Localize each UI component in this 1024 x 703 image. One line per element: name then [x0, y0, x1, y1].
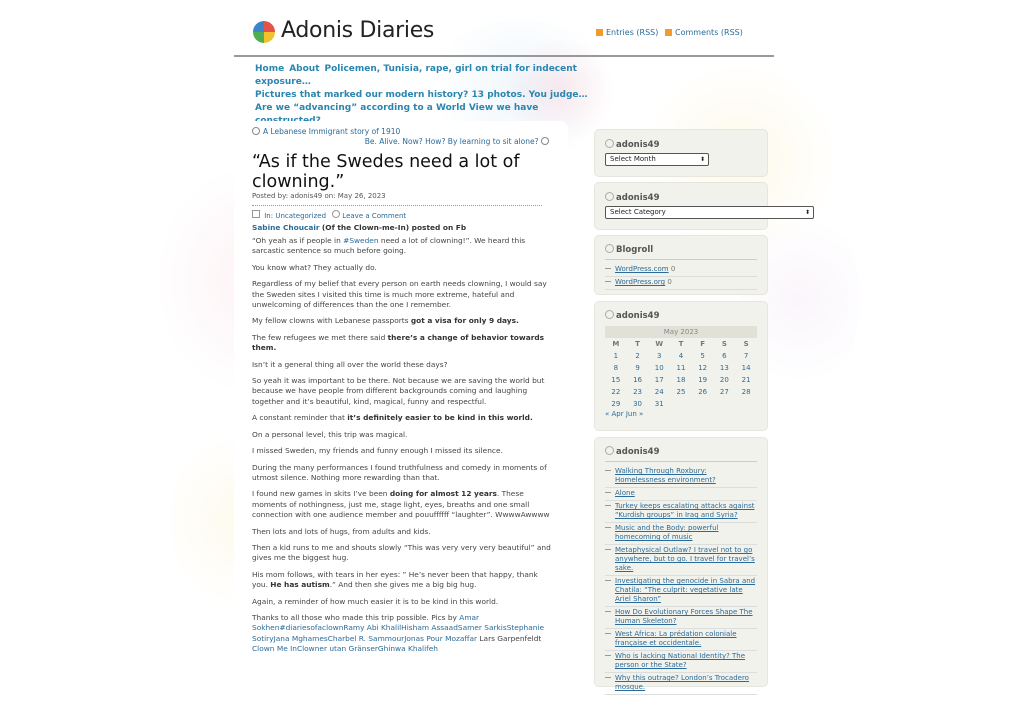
list-item: WordPress.org 0 [605, 277, 757, 290]
calendar-day: 4 [678, 352, 684, 360]
entries-rss-link[interactable]: Entries (RSS) [596, 28, 658, 37]
blogroll-widget [594, 235, 768, 295]
post-categories: In: Uncategorized Leave a Comment [252, 210, 552, 220]
post-paragraph [252, 543, 552, 564]
divider [605, 461, 757, 462]
site-header [253, 18, 773, 56]
recent-post-link[interactable]: Who is lacking National Identity? The person or the State? [615, 652, 746, 669]
month-select[interactable]: Select Month ⬍ [605, 153, 709, 166]
list-item: WordPress.com 0 [605, 264, 757, 277]
calendar-day: 13 [719, 364, 729, 372]
calendar-day: 27 [719, 388, 729, 396]
calendar-day: 18 [676, 376, 686, 384]
post-paragraph [252, 430, 552, 440]
post-paragraph [252, 613, 552, 655]
calendar-day: 28 [741, 388, 751, 396]
post-link[interactable]: #Sweden [343, 236, 379, 245]
calendar-day: 25 [676, 388, 686, 396]
calendar-day: 14 [741, 364, 751, 372]
paragraph-text: Thanks to all those who made this trip possible. Pics by [252, 612, 460, 622]
post-paragraph [252, 570, 552, 591]
paragraph-text: . These moments of nothingness, just me, stage light, eyes, breaths and one small connection with one audience member and pouuffffff “laughter”. WwwwAwwww [252, 489, 550, 520]
swirl-icon [605, 244, 614, 253]
calendar-day: 15 [611, 376, 621, 384]
divider [605, 259, 757, 260]
swirl-icon [605, 192, 614, 201]
author-link[interactable]: Sabine Choucair [252, 223, 320, 232]
emphasis-text: it’s definitely easier to be kind in this world. [347, 413, 533, 423]
post-paragraph [252, 413, 552, 423]
list-item [605, 651, 757, 673]
list-item [605, 501, 757, 523]
calendar-day: 17 [654, 376, 664, 384]
post-paragraph [252, 263, 552, 273]
paragraph-text: Then a kid runs to me and shouts slowly “This was very very very beautiful” and gives me the biggest hug. [252, 542, 551, 563]
blogroll-link[interactable]: WordPress.com [615, 265, 669, 273]
select-arrow-icon: ⬍ [699, 156, 705, 163]
post-paragraph [252, 489, 552, 520]
calendar-day-header: S [743, 340, 749, 348]
calendar-day: 24 [654, 388, 664, 396]
calendar-nav [605, 410, 757, 418]
calendar-day-header: T [678, 340, 684, 348]
list-item [605, 629, 757, 651]
post-paragraph [252, 463, 552, 484]
post-paragraph [252, 236, 552, 257]
calendar-day-header: M [612, 340, 620, 348]
site-logo-icon [253, 21, 275, 43]
post-paragraph [252, 279, 552, 310]
recent-post-link[interactable]: Alone [615, 489, 635, 497]
calendar-day: 30 [633, 400, 643, 408]
categories-widget [594, 182, 810, 230]
widget-title: Blogroll [605, 244, 757, 255]
comment-icon [332, 210, 340, 218]
nav-about[interactable]: About [289, 64, 320, 74]
post-paragraph [252, 527, 552, 537]
post-paragraph [252, 597, 552, 607]
paragraph-text: On a personal level, this trip was magical. [252, 429, 408, 439]
paragraph-text: Again, a reminder of how much easier it is to be kind in this world. [252, 596, 499, 606]
paragraph-text: A constant reminder that [252, 413, 348, 423]
comments-rss-link[interactable]: Comments (RSS) [665, 28, 743, 37]
list-item [605, 545, 757, 576]
calendar-day: 26 [698, 388, 708, 396]
post-link[interactable]: Clown Me InClowner utan GränserGhinwa Khalifeh [252, 644, 438, 654]
select-arrow-icon: ⬍ [804, 209, 810, 216]
recent-posts-widget [594, 437, 768, 691]
rss-icon [665, 29, 672, 36]
paragraph-text: need a lot of clowning!”. We heard this sarcastic sentence so much before going. [252, 236, 526, 256]
swirl-icon [605, 310, 614, 319]
paragraph-text: So yeah it was important to be there. Not because we are saving the world but because we have people from different backgrounds coming and laughing together and it’s beautiful, kind, magical, funny and respectful. [252, 376, 545, 406]
nav-page-advancing[interactable]: Are we “advancing” according to a World View we have [255, 103, 539, 113]
post-title: “As if the Swedes need a lot of clowning.” [252, 152, 520, 192]
calendar-day: 1 [613, 352, 619, 360]
calendar-table [605, 338, 757, 410]
recent-post-link[interactable]: Walking Through Roxbury: Homelessness environment? [615, 467, 716, 484]
list-item [605, 523, 757, 545]
post-paragraph [252, 316, 552, 326]
paragraph-text: Lars Garpenfeldt [477, 633, 542, 643]
recent-post-link[interactable]: Investigating the genocide in Sabra and Chatila: “The culprit: vegetative late Ariel Sharon” [615, 577, 756, 603]
calendar-caption: May 2023 [605, 326, 757, 338]
leave-comment-link[interactable]: Leave a Comment [342, 212, 407, 220]
paragraph-text: During the many performances I found truthfulness and comedy in moments of utmost silence. Nothing more rewarding than that. [252, 462, 547, 482]
calendar-widget [594, 301, 768, 431]
emphasis-text: there’s a change of behavior towards them. [252, 332, 545, 353]
nav-home[interactable]: Home [255, 64, 285, 74]
calendar-day: 31 [654, 400, 664, 408]
paragraph-text: .” And then she gives me a big big hug. [329, 580, 477, 590]
widget-title: adonis49 [605, 192, 757, 203]
rss-icon [596, 29, 603, 36]
emphasis-text: He has autism [270, 580, 330, 590]
blogroll-list [605, 264, 757, 290]
paragraph-text: “Oh yeah as if people in [252, 236, 344, 245]
calendar-day: 16 [633, 376, 643, 384]
category-select[interactable]: Select Category ⬍ [605, 206, 814, 219]
calendar-prev-link[interactable]: « Apr [605, 410, 624, 418]
calendar-day: 8 [613, 364, 619, 372]
calendar-day: 6 [722, 352, 727, 360]
prev-post-link[interactable]: A Lebanese Immigrant story of 1910 [252, 127, 400, 136]
header-divider [234, 55, 774, 57]
archives-widget [594, 129, 768, 177]
post-paragraph [252, 333, 552, 354]
blogroll-link[interactable]: WordPress.org [615, 278, 666, 286]
post-source: Sabine Choucair (Of the Clown-me-In) posted on Fb [252, 223, 467, 232]
calendar-day [714, 398, 736, 410]
calendar-day: 20 [719, 376, 729, 384]
calendar-day: 22 [611, 388, 621, 396]
calendar-day-header: W [655, 340, 664, 348]
list-item [605, 607, 757, 629]
folder-icon [252, 210, 260, 218]
calendar-day [670, 398, 692, 410]
arrow-left-icon [252, 127, 260, 135]
paragraph-text: You know what? They actually do. [252, 262, 377, 272]
paragraph-text: I found new games in skits I’ve been [252, 489, 390, 499]
recent-post-link[interactable]: West Africa: La prédation coloniale française et occidentale. [615, 630, 737, 647]
paragraph-text: The few refugees we met there said [252, 332, 388, 342]
main-nav [255, 63, 595, 128]
calendar-day: 5 [700, 352, 705, 360]
recent-posts-list [605, 466, 757, 695]
recent-post-link[interactable]: How Do Evolutionary Forces Shape The Human Skeleton? [615, 608, 753, 625]
arrow-right-icon [541, 137, 549, 145]
recent-post-link[interactable]: Turkey keeps escalating attacks against “Kurdish groups” in Iraq and Syria? [615, 502, 755, 519]
post-body [252, 236, 552, 655]
calendar-day: 9 [635, 364, 640, 372]
swirl-icon [605, 446, 614, 455]
calendar-day: 12 [698, 364, 708, 372]
paragraph-text: Then lots and lots of hugs, from adults and kids. [252, 526, 431, 536]
emphasis-text: doing for almost 12 years [389, 489, 497, 499]
nav-page-pictures[interactable]: Pictures that marked our modern history? 13 photos. You judge… [255, 90, 588, 100]
post-link[interactable]: Amar Sokhen#diariesofaclownRamy Abi KhalilHisham AssaadSamer SarkisStephanie SotiryJana MghamesCharbel R. SammourJonas Pour Mozaffar [252, 612, 545, 643]
recent-post-link[interactable]: Music and the Body: powerful homecoming of music [615, 524, 719, 541]
list-item [605, 576, 757, 607]
calendar-day [692, 398, 714, 410]
widget-title: adonis49 [605, 139, 757, 150]
recent-post-link[interactable]: Why this outrage? London’s Trocadero mosque. [615, 674, 749, 691]
calendar-day: 2 [635, 352, 640, 360]
calendar-next-link[interactable]: Jun » [625, 410, 644, 418]
emphasis-text: got a visa for only 9 days. [410, 316, 519, 326]
calendar-day-header: T [635, 340, 640, 348]
divider [252, 205, 542, 206]
paragraph-text: I missed Sweden, my friends and funny enough I missed its silence. [252, 446, 503, 456]
post-meta: Posted by: adonis49 on: May 26, 2023 [252, 192, 386, 200]
calendar-day: 3 [657, 352, 662, 360]
calendar-day: 21 [741, 376, 751, 384]
calendar-day-header: S [721, 340, 727, 348]
calendar-day: 23 [633, 388, 643, 396]
nav-page-policemen[interactable]: Policemen, Tunisia, rape, girl on trial for indecent exposure… [255, 64, 577, 87]
site-title[interactable]: Adonis Diaries [281, 18, 435, 43]
widget-title: adonis49 [605, 310, 757, 321]
widget-title: adonis49 [605, 446, 757, 457]
recent-post-link[interactable]: Metaphysical Outlaw? I travel not to go anywhere, but to go. I travel for travel’s sake. [615, 546, 755, 572]
calendar-day: 19 [698, 376, 708, 384]
calendar-day-header: F [700, 340, 706, 348]
list-item [605, 673, 757, 695]
list-item [605, 466, 757, 488]
paragraph-text: His mom follows, with tears in her eyes: ” He’s never been that happy, thank you. [252, 569, 538, 590]
post-navigation [252, 127, 552, 147]
paragraph-text: My fellow clowns with Lebanese passports [252, 316, 411, 326]
calendar-day [735, 398, 757, 410]
post-column [234, 121, 568, 685]
post-paragraph [252, 446, 552, 456]
category-link[interactable]: Uncategorized [275, 212, 327, 220]
calendar-day: 11 [676, 364, 686, 372]
calendar-day: 10 [654, 364, 664, 372]
calendar-day: 29 [611, 400, 621, 408]
next-post-link[interactable]: Be. Alive. Now? How? By learning to sit alone? [365, 137, 552, 146]
post-paragraph [252, 376, 552, 407]
paragraph-text: Regardless of my belief that every person on earth needs clowning, I would say the Sweden sites I visited this time is much more extreme, hateful and unwelcoming of differences than the one I remember. [252, 279, 547, 310]
list-item [605, 488, 757, 501]
post-paragraph [252, 360, 552, 370]
calendar-day: 7 [743, 352, 749, 360]
paragraph-text: Isn’t it a general thing all over the world these days? [252, 359, 448, 369]
swirl-icon [605, 139, 614, 148]
